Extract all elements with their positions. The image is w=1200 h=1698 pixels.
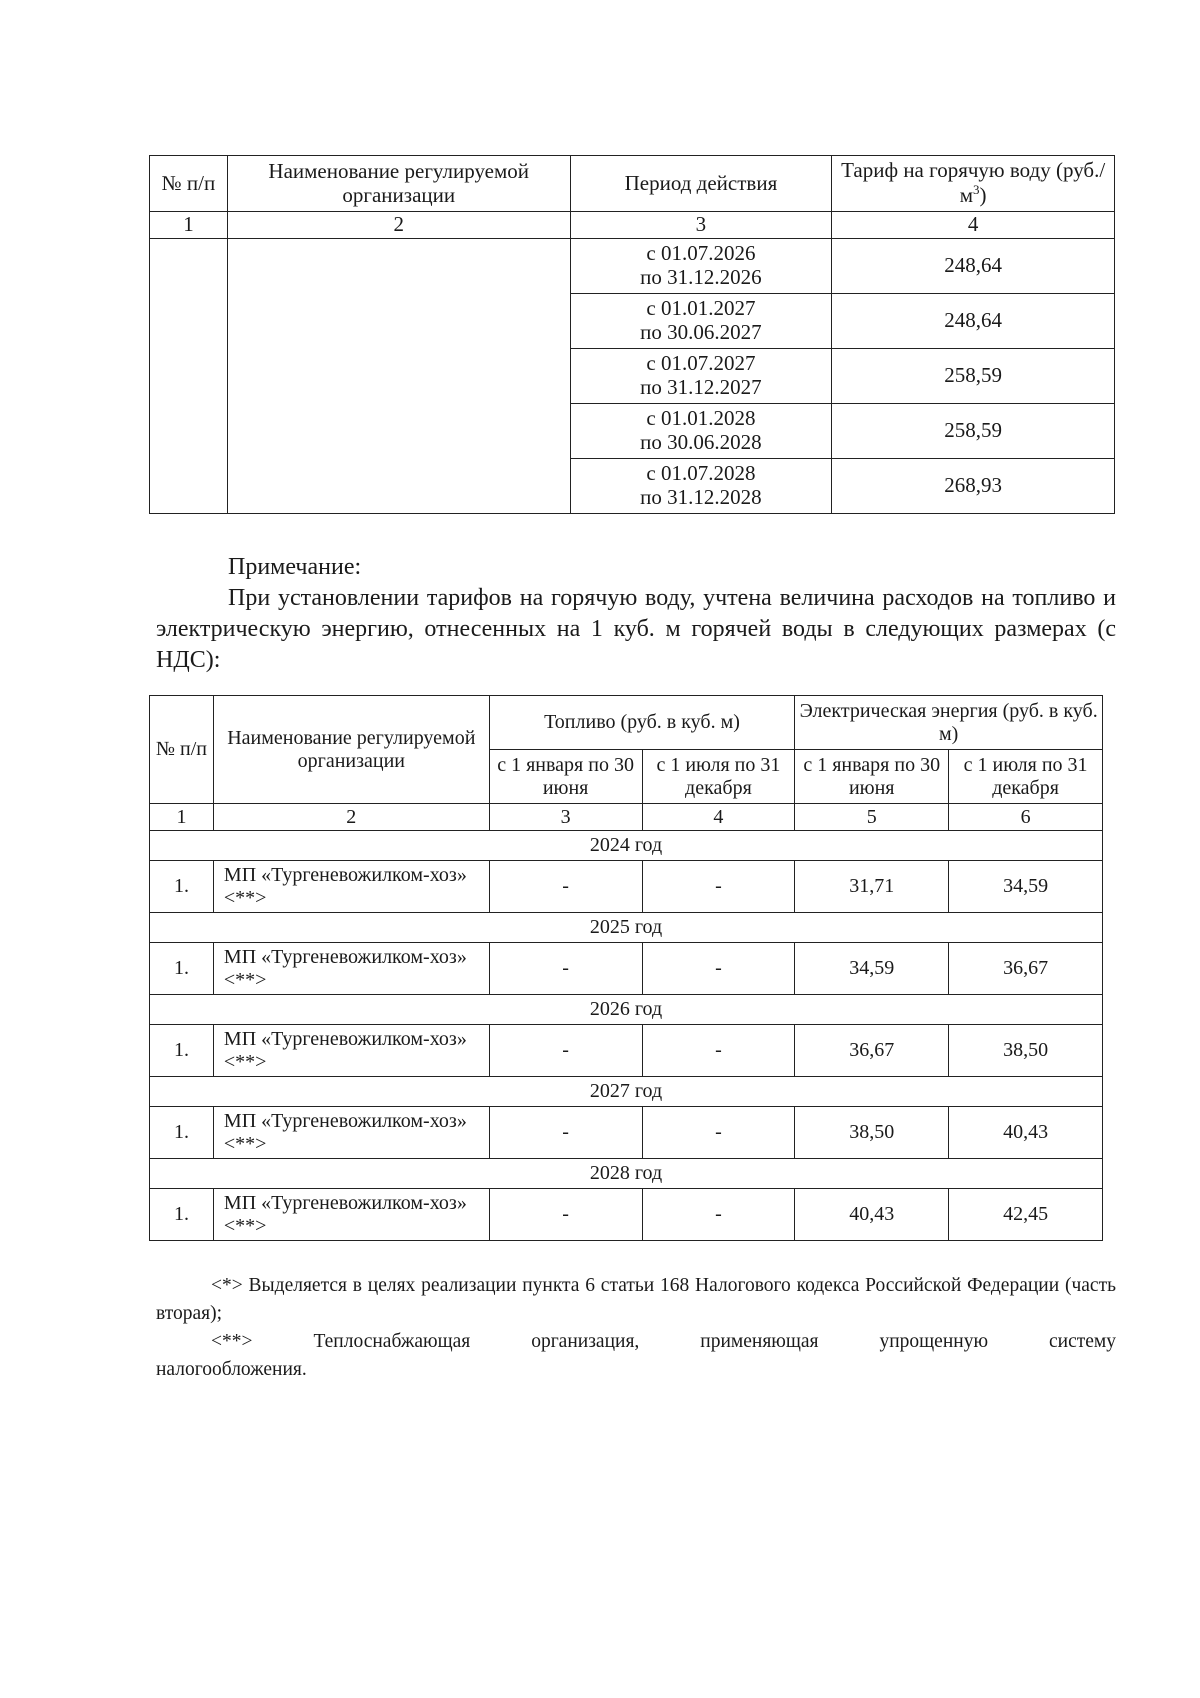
footnote-1: <*> Выделяется в целях реализации пункта 6 статьи 168 Налогового кодекса Российской Федерации (часть вторая); <box>156 1275 1116 1324</box>
header-org: Наименование регулируемой организации <box>213 696 489 804</box>
org-name: МП «Тургеневожилком-хоз» <**> <box>213 1025 489 1077</box>
footnote-2-line <box>156 1328 1116 1356</box>
org-name: МП «Тургеневожилком-хоз» <**> <box>213 861 489 913</box>
fuel-jan-jun-value: - <box>489 1107 642 1159</box>
table-row <box>150 861 1103 913</box>
header-electricity: Электрическая энергия (руб. в куб. м) <box>795 696 1103 750</box>
year-row: 2027 год <box>150 1077 1103 1107</box>
el-jul-dec-value: 40,43 <box>949 1107 1103 1159</box>
table-row <box>150 239 1115 294</box>
row-no: 1. <box>150 1025 214 1077</box>
header-no: № п/п <box>150 156 228 212</box>
el-jul-dec-value: 34,59 <box>949 861 1103 913</box>
year-row: 2026 год <box>150 995 1103 1025</box>
footnote-2-word: упрощенную <box>879 1331 989 1352</box>
period-cell: с 01.07.2027 по 31.12.2027 <box>570 349 832 404</box>
note-text: При установлении тарифов на горячую воду, учтена величина расходов на топливо и электрическую энергию, отнесенных на 1 куб. м горячей воды в следующих размерах (с НДС): <box>156 585 1116 673</box>
col-number: 4 <box>832 212 1115 239</box>
tariff-cell: 248,64 <box>832 239 1115 294</box>
org-name: МП «Тургеневожилком-хоз» <**> <box>213 1107 489 1159</box>
table-row <box>150 1025 1103 1077</box>
col-number: 3 <box>489 804 642 831</box>
col-number: 5 <box>795 804 949 831</box>
col-number: 4 <box>642 804 795 831</box>
footnote-2-word: применяющая <box>700 1331 819 1352</box>
footnote-2-tail: налогообложения. <box>156 1359 307 1380</box>
tariff-cell: 268,93 <box>832 459 1115 514</box>
table-row <box>150 1107 1103 1159</box>
period-cell: с 01.01.2028 по 30.06.2028 <box>570 404 832 459</box>
header-fuel-jul-dec: с 1 июля по 31 декабря <box>642 750 795 804</box>
hot-water-tariff-table <box>149 155 1115 514</box>
header-org: Наименование регулируемой организации <box>227 156 570 212</box>
col-number: 3 <box>570 212 832 239</box>
header-el-jul-dec: с 1 июля по 31 декабря <box>949 750 1103 804</box>
col-number: 2 <box>227 212 570 239</box>
fuel-jul-dec-value: - <box>642 943 795 995</box>
empty-org-cell <box>227 239 570 514</box>
el-jan-jun-value: 38,50 <box>795 1107 949 1159</box>
fuel-jan-jun-value: - <box>489 943 642 995</box>
period-cell: с 01.01.2027 по 30.06.2027 <box>570 294 832 349</box>
fuel-jul-dec-value: - <box>642 1189 795 1241</box>
year-row: 2024 год <box>150 831 1103 861</box>
header-el-jan-jun: с 1 января по 30 июня <box>795 750 949 804</box>
note-title: Примечание: <box>228 554 362 580</box>
org-name: МП «Тургеневожилком-хоз» <**> <box>213 943 489 995</box>
footnote-2-word: организация, <box>531 1331 640 1352</box>
col-number: 6 <box>949 804 1103 831</box>
col-number: 1 <box>150 804 214 831</box>
el-jan-jun-value: 34,59 <box>795 943 949 995</box>
el-jan-jun-value: 40,43 <box>795 1189 949 1241</box>
table-row <box>150 1189 1103 1241</box>
period-cell: с 01.07.2026 по 31.12.2026 <box>570 239 832 294</box>
el-jul-dec-value: 42,45 <box>949 1189 1103 1241</box>
header-no: № п/п <box>150 696 214 804</box>
row-no: 1. <box>150 1107 214 1159</box>
footnote-2-word: систему <box>1048 1331 1116 1352</box>
header-period: Период действия <box>570 156 832 212</box>
period-cell: с 01.07.2028 по 31.12.2028 <box>570 459 832 514</box>
fuel-jul-dec-value: - <box>642 1107 795 1159</box>
tariff-cell: 248,64 <box>832 294 1115 349</box>
note-block <box>156 552 1116 676</box>
header-tariff: Тариф на горячую воду $(руб./м^3)$ <box>832 156 1115 212</box>
row-no: 1. <box>150 861 214 913</box>
empty-no-cell <box>150 239 228 514</box>
tariff-cell: 258,59 <box>832 404 1115 459</box>
footnote-2-word: <**> <box>211 1331 253 1352</box>
year-row: 2028 год <box>150 1159 1103 1189</box>
fuel-jan-jun-value: - <box>489 1189 642 1241</box>
el-jan-jun-value: 31,71 <box>795 861 949 913</box>
col-number: 1 <box>150 212 228 239</box>
fuel-jul-dec-value: - <box>642 1025 795 1077</box>
fuel-jan-jun-value: - <box>489 861 642 913</box>
el-jul-dec-value: 38,50 <box>949 1025 1103 1077</box>
header-fuel-jan-jun: с 1 января по 30 июня <box>489 750 642 804</box>
header-fuel: Топливо (руб. в куб. м) <box>489 696 795 750</box>
fuel-jul-dec-value: - <box>642 861 795 913</box>
fuel-electricity-cost-table <box>149 695 1103 1241</box>
footnote-2-word: Теплоснабжающая <box>313 1331 471 1352</box>
el-jul-dec-value: 36,67 <box>949 943 1103 995</box>
row-no: 1. <box>150 943 214 995</box>
table-row <box>150 943 1103 995</box>
footnotes <box>156 1272 1116 1384</box>
year-row: 2025 год <box>150 913 1103 943</box>
org-name: МП «Тургеневожилком-хоз» <**> <box>213 1189 489 1241</box>
fuel-jan-jun-value: - <box>489 1025 642 1077</box>
el-jan-jun-value: 36,67 <box>795 1025 949 1077</box>
tariff-cell: 258,59 <box>832 349 1115 404</box>
col-number: 2 <box>213 804 489 831</box>
row-no: 1. <box>150 1189 214 1241</box>
